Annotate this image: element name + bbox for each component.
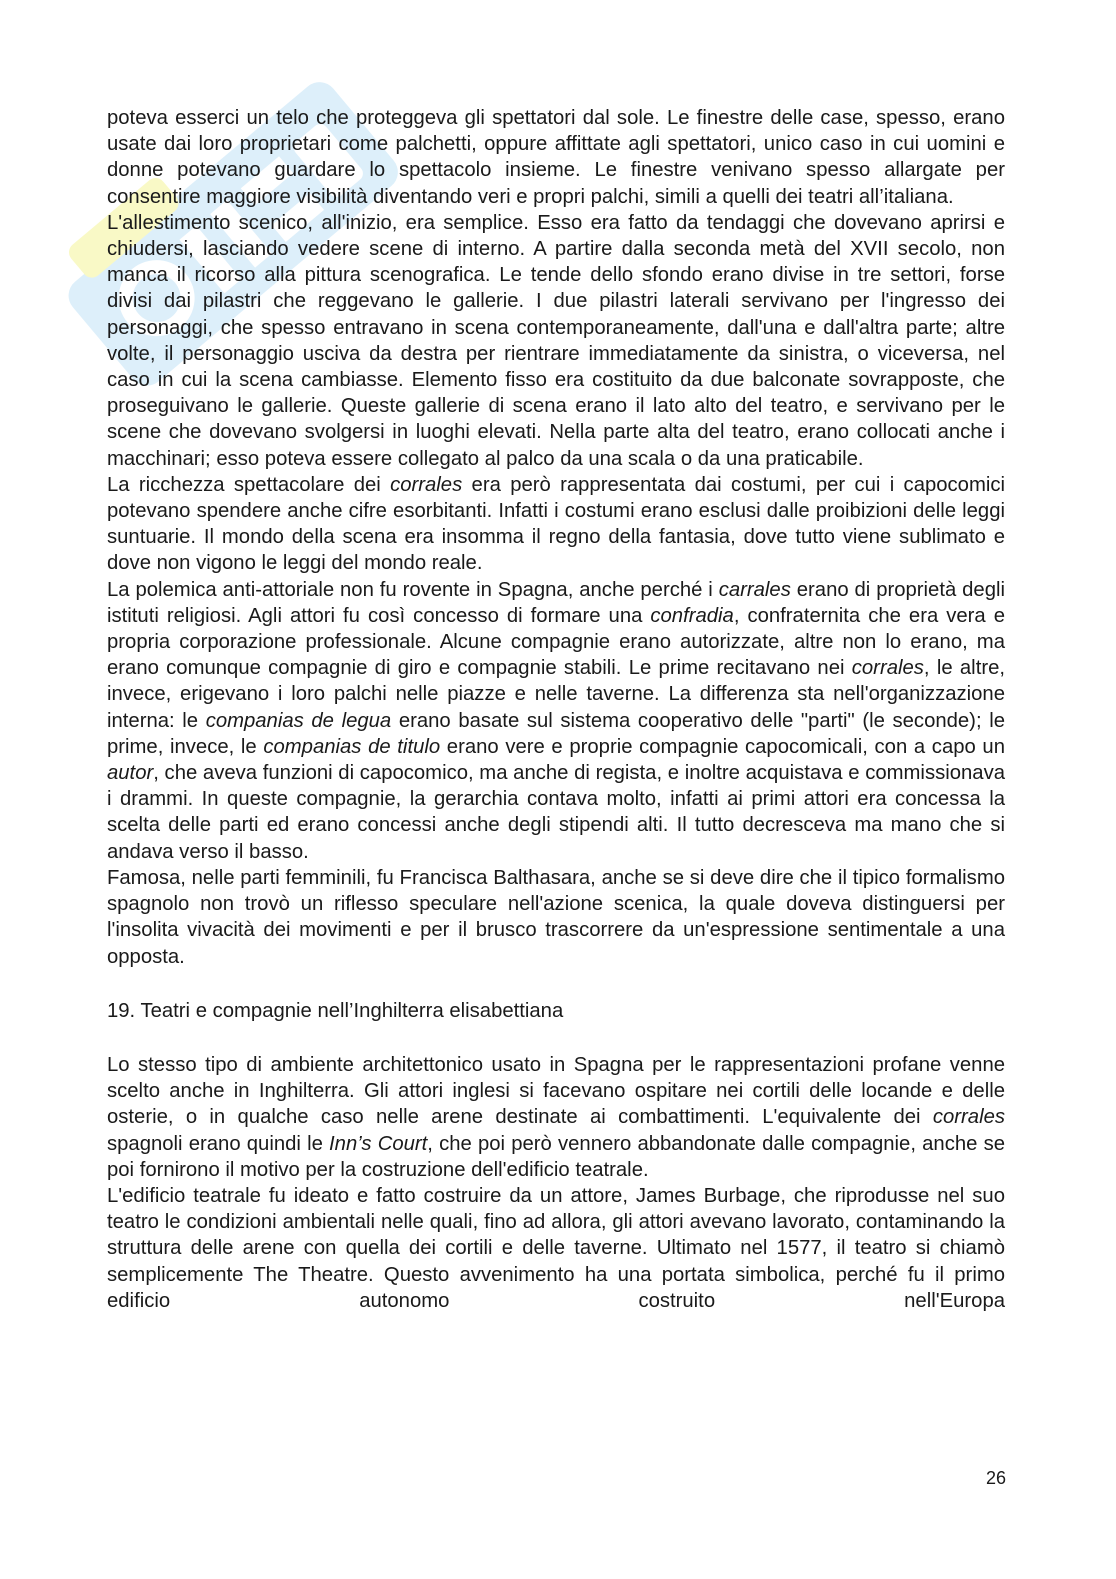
document-body: [107, 105, 1005, 1314]
paragraph: Famosa, nelle parti femminili, fu Francisca Balthasara, anche se si deve dire che il tipico formalismo spagnolo non trovò un riflesso speculare nell'azione scenica, la quale doveva distinguersi per l'insolita vivacità dei movimenti e per il brusco trascorrere da un'espressione sentimentale a una opposta.: [107, 866, 1005, 968]
paragraph: La ricchezza spettacolare dei corrales era però rappresentata dai costumi, per cui i capocomici potevano spendere anche cifre esorbitanti. Infatti i costumi erano esclusi dalle proibizioni delle leggi suntuarie. Il mondo della scena era insomma il regno della fantasia, dove tutto viene sublimato e dove non vigono le leggi del mondo reale.: [107, 473, 1006, 575]
paragraph: La polemica anti-attoriale non fu rovente in Spagna, anche perché i carrales erano di proprietà degli istituti religiosi. Agli attori fu così concesso di formare una confradia, confraternita che era vera e propria corporazione professionale. Alcune compagnie erano autorizzate, altre non lo erano, ma erano comunque compagnie di giro e compagnie stabili. Le prime recitavano nei corrales, le altre, invece, erigevano i loro palchi nelle piazze e nelle taverne. La differenza sta nell'organizzazione interna: le companias de legua erano basate sul sistema cooperativo delle "parti" (le seconde); le prime, invece, le companias de titulo erano vere e proprie compagnie capocomicali, con a capo un autor, che aveva funzioni di capocomico, ma anche di regista, e inoltre acquistava e commissionava i drammi. In queste compagnie, la gerarchia contava molto, infatti ai primi attori era concessa la scelta delle parti ed erano concessi anche degli stipendi alti. Il tutto decresceva ma mano che si andava verso il basso.: [107, 578, 1005, 863]
page-number: 26: [985, 1468, 1006, 1488]
paragraph: L'allestimento scenico, all'inizio, era semplice. Esso era fatto da tendaggi che dovevano aprirsi e chiudersi, lasciando vedere scene di interno. A partire dalla seconda metà del XVII secolo, non manca il ricorso alla pittura scenografica. Le tende dello sfondo erano divise in tre settori, forse divisi dai pilastri che reggevano le gallerie. I due pilastri laterali servivano per l'ingresso dei personaggi, che spesso entravano in scena contemporaneamente, dall'una e dall'altra parte; altre volte, il personaggio usciva da destra per rientrare immediatamente da sinistra, o viceversa, nel caso in cui la scena cambiasse. Elemento fisso era costituito da due balconate sovrapposte, che proseguivano le gallerie. Queste gallerie di scena erano il lato alto del teatro, e servivano per le scene che dovevano svolgersi in luoghi elevati. Nella parte alta del teatro, erano collocati anche i macchinari; esso poteva essere collegato al palco da una scala o da una praticabile.: [107, 211, 1005, 470]
paragraph: L'edificio teatrale fu ideato e fatto costruire da un attore, James Burbage, che riprodusse nel suo teatro le condizioni ambientali nelle quali, fino ad allora, gli attori avevano lavorato, contaminando la struttura delle arene con quella dei cortili e delle taverne. Ultimato nel 1577, il teatro si chiamò semplicemente The Theatre. Questo avvenimento ha una portata simbolica, perché fu il primo edificio autonomo costruito nell'Europa: [107, 1184, 1005, 1312]
paragraph: poteva esserci un telo che proteggeva gli spettatori dal sole. Le finestre delle case, spesso, erano usate dai loro proprietari come palchetti, oppure affittate agli spettatori, unico caso in cui uomini e donne potevano guardare lo spettacolo insieme. Le finestre venivano spesso allargate per consentire maggiore visibilità diventando veri e propri palchi, simili a quelli dei teatri all’italiana.: [107, 107, 1005, 208]
section-heading: 19. Teatri e compagnie nell’Inghilterra elisabettiana: [107, 999, 564, 1022]
paragraph: Lo stesso tipo di ambiente architettonico usato in Spagna per le rappresentazioni profane venne scelto anche in Inghilterra. Gli attori inglesi si facevano ospitare nei cortili delle locande e delle osterie, o in qualche caso nelle arene destinate ai combattimenti. L'equivalente dei corrales spagnoli erano quindi le Inn’s Court, che poi però vennero abbandonate dalle compagnie, anche se poi fornirono il motivo per la costruzione dell'edificio teatrale.: [107, 1053, 1005, 1181]
